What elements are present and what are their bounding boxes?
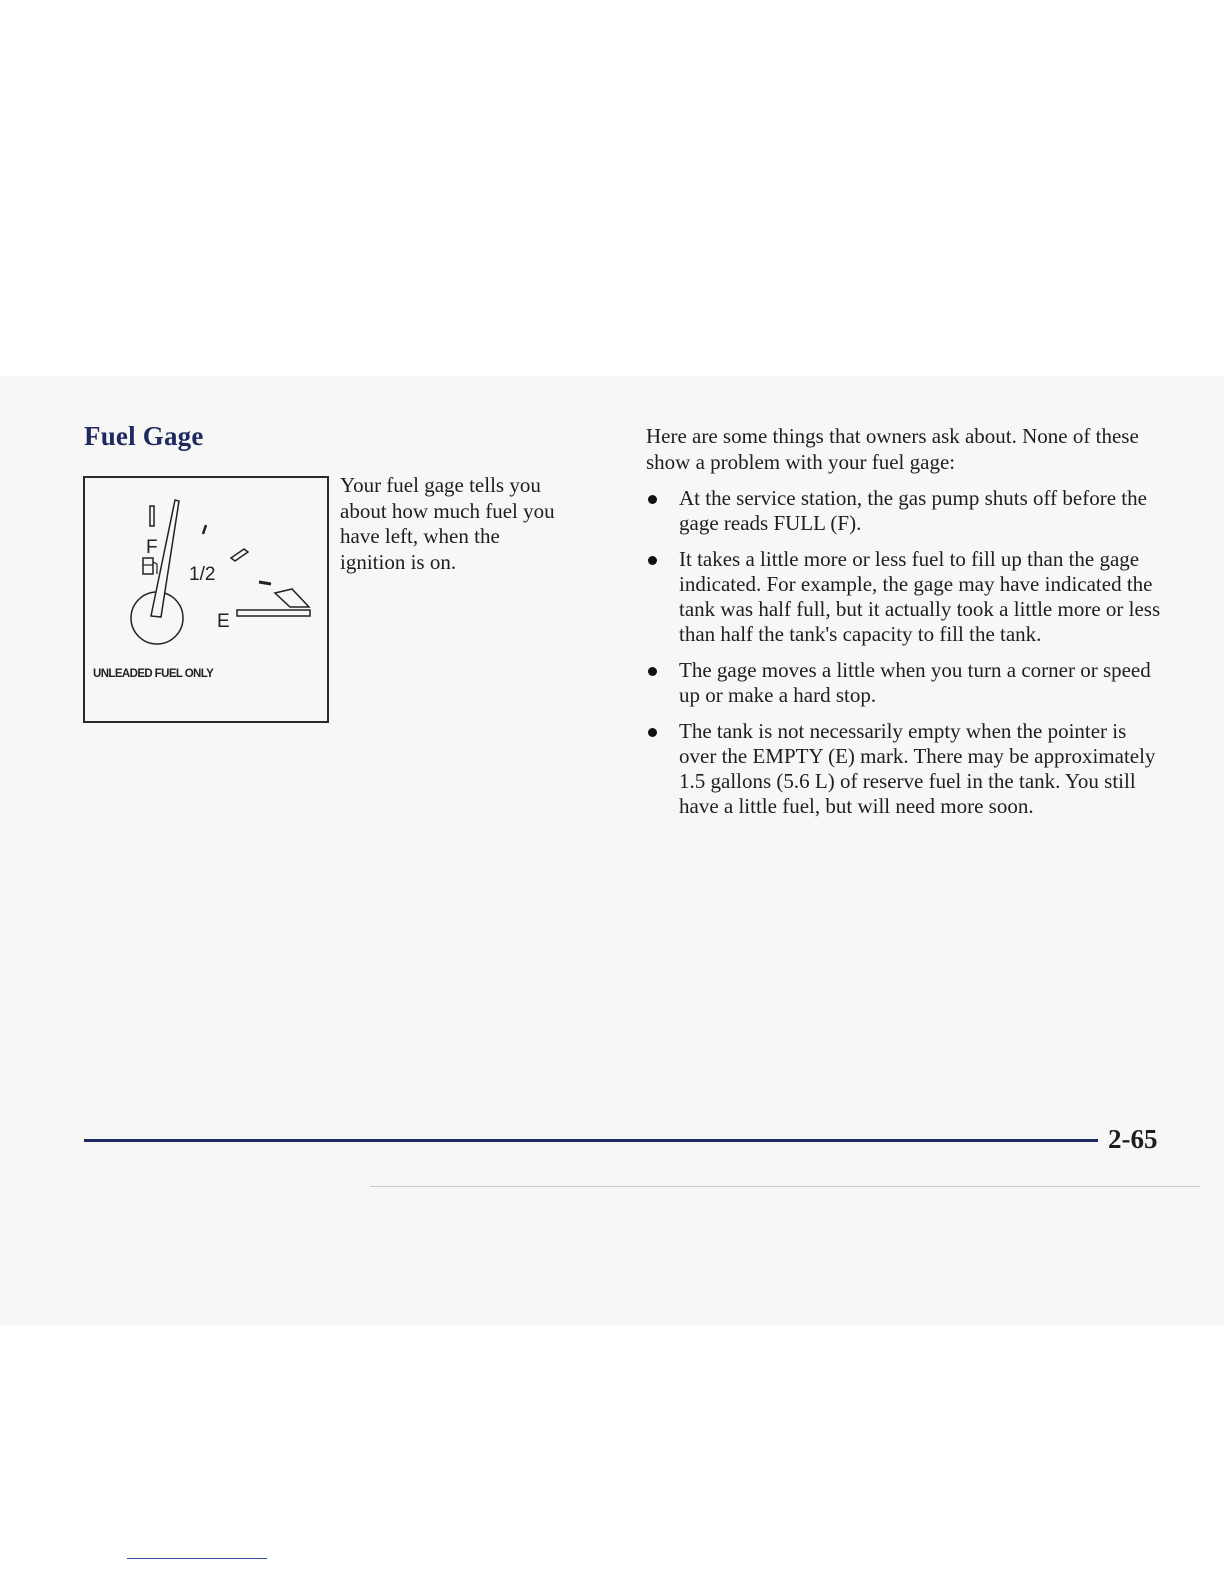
quarter-tick: [259, 582, 271, 584]
list-item: The tank is not necessarily empty when the pointer is over the EMPTY (E) mark. There may be approximately 1.5 gallons (5.6 L) of reserve fuel in the tank. You still have a little fuel, but will need more soon.: [646, 719, 1166, 819]
empty-label: E: [217, 611, 230, 632]
half-label: 1/2: [189, 564, 216, 585]
page-number: 2-65: [1108, 1124, 1158, 1154]
list-item: It takes a little more or less fuel to fill up than the gage indicated. For example, the gage may have indicated the tank was half full, but it actually took a little more or less than half the tank's capacity to fill the tank.: [646, 547, 1166, 647]
fuel-gage-drawing: [85, 478, 327, 721]
list-item: The gage moves a little when you turn a corner or speed up or make a hard stop.: [646, 658, 1166, 708]
faq-list: [646, 486, 1166, 830]
half-tick-mark: [231, 549, 248, 561]
bottom-rule: [127, 1558, 267, 1559]
footer-rule: [84, 1139, 1098, 1142]
full-label: F: [146, 537, 158, 558]
full-tick-mark: [150, 506, 154, 526]
empty-wedge-mark: [275, 589, 309, 607]
fuel-pump-icon: [143, 558, 157, 574]
unleaded-fuel-caption: UNLEADED FUEL ONLY: [93, 668, 214, 680]
section-title: Fuel Gage: [84, 421, 204, 451]
faq-intro: Here are some things that owners ask about. None of these show a problem with your fuel gage:: [646, 424, 1139, 474]
scan-artifact-rule: [370, 1186, 1200, 1187]
fuel-gage-intro: Your fuel gage tells you about how much fuel you have left, when the ignition is on.: [340, 473, 555, 574]
three-quarter-tick: [203, 525, 206, 534]
fuel-gage-illustration: [83, 476, 329, 723]
empty-bar-mark: [237, 610, 310, 616]
list-item: At the service station, the gas pump shuts off before the gage reads FULL (F).: [646, 486, 1166, 536]
